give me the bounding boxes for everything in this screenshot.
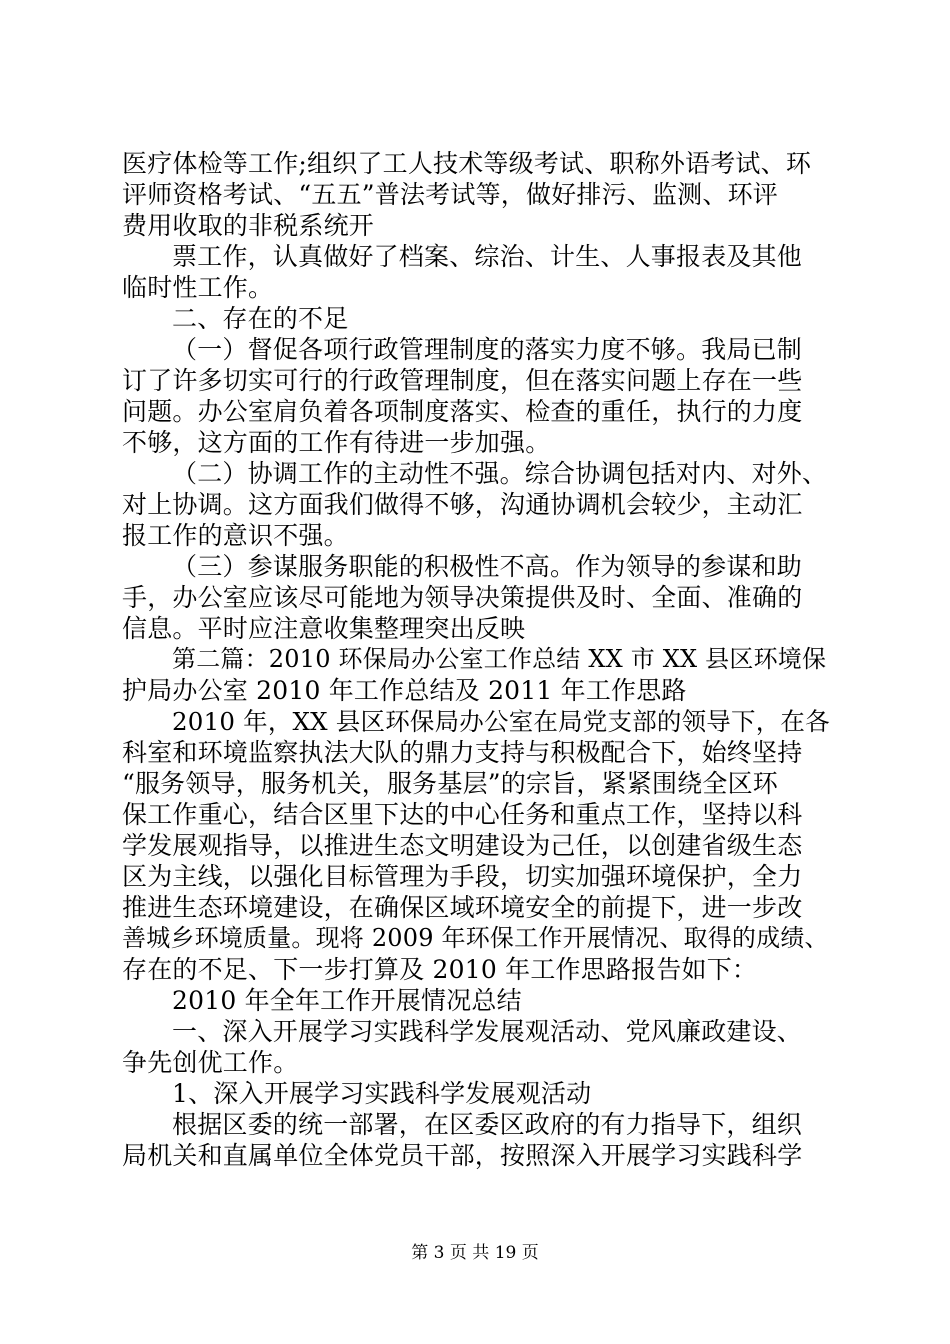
text-line: 问题。办公室肩负着各项制度落实、检查的重任，执行的力度 [122, 397, 803, 426]
text-line: 学发展观指导，以推进生态文明建设为己任，以创建省级生态 [122, 831, 803, 860]
text-line: 存在的不足、下一步打算及 2010 年工作思路报告如下： [122, 955, 758, 984]
text-line: 评师资格考试、“五五”普法考试等，做好排污、监测、环评 [122, 180, 778, 209]
text-line: 费用收取的非税系统开 [122, 211, 375, 240]
text-line: 二、存在的不足 [172, 304, 349, 333]
text-line: 善城乡环境质量。现将 2009 年环保工作开展情况、取得的成绩、 [122, 924, 829, 952]
text-line: 手，办公室应该尽可能地为领导决策提供及时、全面、准确的 [122, 583, 803, 612]
text-line: “服务领导，服务机关，服务基层”的宗旨，紧紧围绕全区环 [122, 769, 778, 798]
text-line: 不够，这方面的工作有待进一步加强。 [122, 428, 551, 457]
text-line: 护局办公室 2010 年工作总结及 2011 年工作思路 [122, 676, 687, 705]
text-line: 区为主线，以强化目标管理为手段，切实加强环境保护，全力 [122, 862, 803, 891]
text-line: （一）督促各项行政管理制度的落实力度不够。我局已制 [172, 335, 803, 364]
text-line: 信息。平时应注意收集整理突出反映 [122, 614, 526, 643]
text-line: 订了许多切实可行的行政管理制度，但在落实问题上存在一些 [122, 366, 803, 395]
text-line: 推进生态环境建设，在确保区域环境安全的前提下，进一步改 [122, 893, 803, 922]
text-line: 根据区委的统一部署，在区委区政府的有力指导下，组织 [172, 1110, 803, 1139]
text-line: 局机关和直属单位全体党员干部，按照深入开展学习实践科学 [122, 1141, 803, 1170]
text-line: （三）参谋服务职能的积极性不高。作为领导的参谋和助 [172, 552, 803, 581]
text-line: 票工作，认真做好了档案、综治、计生、人事报表及其他 [172, 242, 803, 271]
text-line: （二）协调工作的主动性不强。综合协调包括对内、对外、 [172, 459, 828, 488]
text-line: 争先创优工作。 [122, 1048, 299, 1077]
text-line: 医疗体检等工作;组织了工人技术等级考试、职称外语考试、环 [122, 149, 812, 178]
text-line: 科室和环境监察执法大队的鼎力支持与积极配合下，始终坚持 [122, 738, 803, 767]
page-footer: 第 3 页 共 19 页 [411, 1243, 539, 1263]
text-line: 2010 年，XX 县区环保局办公室在局党支部的领导下，在各 [172, 707, 830, 736]
text-line: 1、深入开展学习实践科学发展观活动 [172, 1079, 592, 1108]
text-line: 2010 年全年工作开展情况总结 [172, 986, 522, 1015]
text-line: 对上协调。这方面我们做得不够，沟通协调机会较少，主动汇 [122, 490, 803, 519]
document-body [122, 148, 834, 1171]
text-line: 报工作的意识不强。 [122, 521, 349, 550]
text-line: 第二篇：2010 环保局办公室工作总结 XX 市 XX 县区环境保 [172, 645, 827, 673]
text-line: 保工作重心，结合区里下达的中心任务和重点工作，坚持以科 [122, 800, 803, 829]
text-line: 一、深入开展学习实践科学发展观活动、党风廉政建设、 [172, 1017, 803, 1046]
text-line: 临时性工作。 [122, 273, 274, 302]
